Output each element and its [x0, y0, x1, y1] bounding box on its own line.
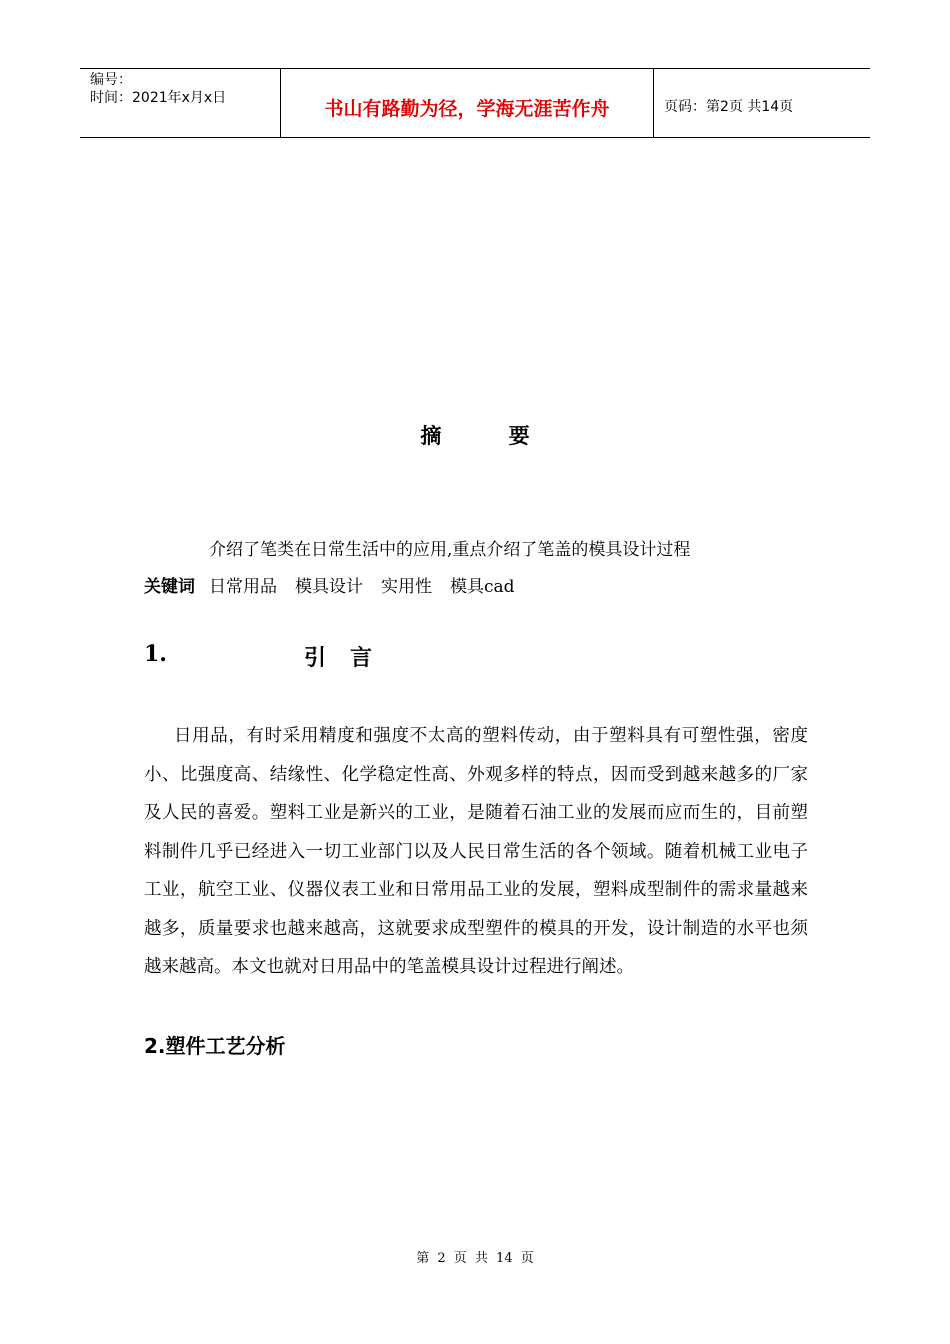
header-motto: 书山有路勤为径，学海无涯苦作舟	[281, 69, 654, 137]
keyword-item: 模具设计	[295, 577, 363, 597]
section2-heading: 2.塑件工艺分析	[144, 1034, 286, 1058]
header-time-label: 时间：2021年x月x日	[90, 90, 227, 106]
header-id-label: 编号：	[90, 72, 132, 88]
keyword-item: 日常用品	[209, 577, 277, 597]
header-meta-cell	[80, 69, 281, 137]
keywords-label: 关键词	[144, 577, 195, 597]
section1-body: 日用品，有时采用精度和强度不太高的塑料传动，由于塑料具有可塑性强，密度小、比强度高、结缘性、化学稳定性高、外观多样的特点，因而受到越来越多的厂家及人民的喜爱。塑料工业是新兴的工业，是随着石油工业的发展而应而生的，目前塑料制件几乎已经进入一切工业部门以及人民日常生活的各个领域。随着机械工业电子工业，航空工业、仪器仪表工业和日常用品工业的发展，塑料成型制件的需求量越来越多，质量要求也越来越高，这就要求成型塑件的模具的开发，设计制造的水平也须越来越高。本文也就对日用品中的笔盖模具设计过程进行阐述。	[144, 726, 808, 977]
keyword-item: 模具cad	[450, 577, 515, 597]
header-table	[80, 68, 870, 138]
header-page-info: 页码：第2页 共14页	[664, 99, 794, 115]
page-footer: 第 2 页 共 14 页	[416, 1251, 534, 1266]
keywords-line	[144, 572, 533, 597]
section1-title: 引言	[304, 645, 397, 671]
abstract-text: 介绍了笔类在日常生活中的应用,重点介绍了笔盖的模具设计过程	[209, 540, 691, 560]
section1-number: 1.	[144, 641, 167, 667]
keyword-item: 实用性	[381, 577, 432, 597]
abstract-title: 摘 要	[420, 424, 560, 448]
